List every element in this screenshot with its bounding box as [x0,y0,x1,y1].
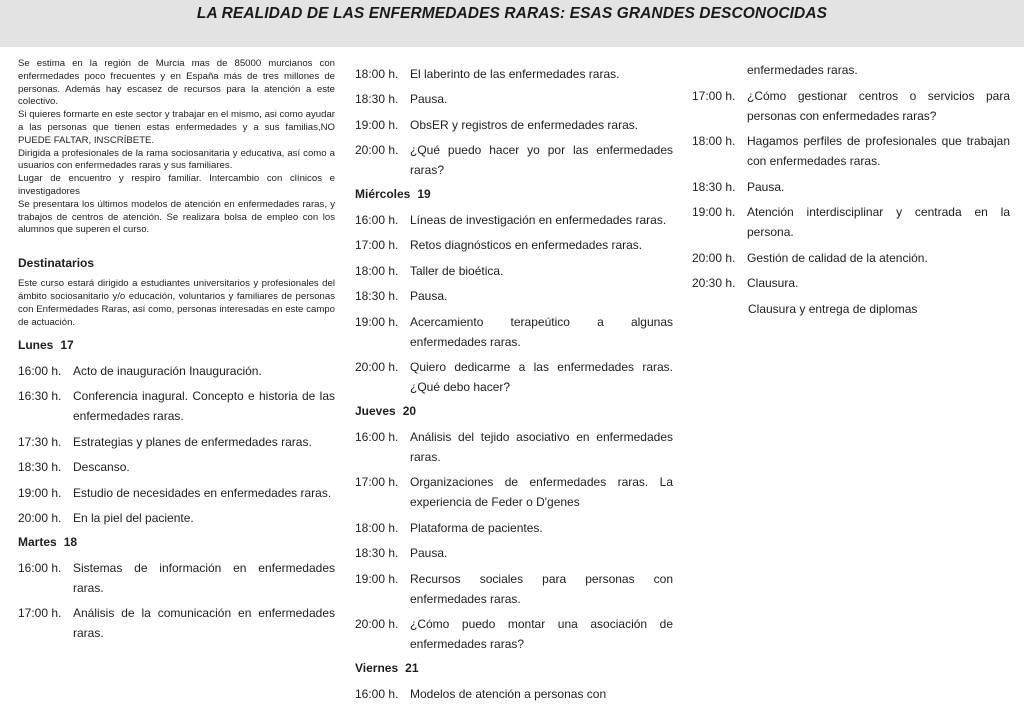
schedule-description: Estrategias y planes de enfermedades raras. [73,434,312,449]
schedule-item [692,177,1010,197]
intro-paragraph: Si quieres formarte en este sector y trabajar en el mismo, asi como ayudar a las personas que tienen estas enfermedades y a sus familias,NO PUEDE FALTAR, INSCRÍBETE. [18,109,335,146]
schedule-item [355,286,673,306]
schedule-time: 18:30 h. [355,289,399,303]
schedule-description: Retos diagnósticos en enfermedades raras. [410,238,643,252]
schedule-time: 18:30 h. [18,460,62,475]
day-name: Martes [18,535,57,550]
schedule-description: enfermedades raras. [747,63,858,77]
schedule-item [355,210,673,230]
schedule-time: 16:00 h. [355,212,399,227]
schedule-description: Hagamos perfiles de profesionales que trabajan con enfermedades raras. [747,134,1010,168]
schedule-item [18,603,335,643]
schedule-time: 20:00 h. [18,511,62,526]
schedule-description: Acercamiento terapeútico a algunas enfermedades raras. [410,314,673,349]
schedule-item [355,115,673,135]
schedule-description: Análisis del tejido asociativo en enfermedades raras. [410,429,673,464]
schedule-item [355,64,673,84]
schedule-time: 17:00 h. [355,475,399,489]
schedule-item [355,543,673,563]
schedule-time: 16:00 h. [18,560,62,575]
schedule-description: Atención interdisciplinar y centrada en la persona. [747,205,1010,239]
schedule-description: Modelos de atención a personas con [410,686,607,701]
schedule-column-3 [692,60,1010,319]
schedule-description: Análisis de la comunicación en enfermedades raras. [73,606,335,641]
destinatarios-text: Este curso estará dirigido a estudiantes universitarios y profesionales del ámbito sociosanitario y/o educación, voluntarios y familiares de personas con Enfermedades Raras, así como, personas interesadas en este campo de actuación. [18,278,335,329]
schedule-description: ¿Cómo gestionar centros o servicios para personas con enfermedades raras? [747,88,1010,123]
schedule-description: Pausa. [410,546,448,560]
day-name: Lunes [18,338,54,353]
schedule-time: 18:00 h. [692,134,736,148]
schedule-description: Acto de inauguración Inauguración. [73,363,262,378]
schedule-item [355,472,673,512]
schedule-description: ¿Qué puedo hacer yo por las enfermedades raras? [410,143,673,177]
schedule-description: ¿Cómo puedo montar una asociación de enfermedades raras? [410,617,673,651]
schedule-description: Descanso. [73,460,130,475]
schedule-item [355,569,673,609]
schedule-item [355,518,673,538]
schedule-time: 19:00 h. [18,485,62,500]
schedule-item [18,457,335,477]
schedule-item [355,261,673,281]
schedule-description: Recursos sociales para personas con enfermedades raras. [410,571,673,606]
schedule-item [18,386,335,426]
day-number: 17 [60,338,74,353]
schedule-description: Quiero dedicarme a las enfermedades raras. ¿Qué debo hacer? [410,360,673,394]
schedule-time: 16:30 h. [18,389,62,404]
intro-paragraph: Se estima en la región de Murcia mas de 85000 murcianos con enfermedades poco frecuentes y en España más de tres millones de personas. Además hay escasez de recursos para la atención a este colectivo. [18,58,335,108]
schedule-item [692,273,1010,293]
destinatarios-heading: Destinatarios [18,256,95,271]
closing-note: Clausura y entrega de diplomas [748,302,918,316]
day-number: 21 [405,661,419,675]
schedule-time: 18:00 h. [355,263,399,278]
schedule-description: En la piel del paciente. [73,511,194,526]
schedule-time: 20:30 h. [692,276,736,290]
schedule-time: 19:00 h. [355,314,399,329]
schedule-time: 17:00 h. [18,606,62,621]
schedule-description: Organizaciones de enfermedades raras. La experiencia de Feder o D'genes [410,475,673,509]
schedule-time: 18:30 h. [692,179,736,194]
schedule-time: 16:00 h. [355,429,399,444]
day-number: 20 [402,404,417,418]
schedule-description: Estudio de necesidades en enfermedades raras. [73,485,332,500]
schedule-column-2 [355,64,673,704]
day-name: Jueves [355,404,396,418]
schedule-description: Gestión de calidad de la atención. [747,250,928,265]
day-heading [18,532,335,552]
day-name: Miércoles [355,187,411,201]
schedule-description: Clausura. [747,276,799,290]
page-title: LA REALIDAD DE LAS ENFERMEDADES RARAS: ESAS GRANDES DESCONOCIDAS [196,5,828,22]
intro-text [18,58,335,237]
schedule-description: Conferencia inagural. Concepto e historia de las enfermedades raras. [73,389,335,424]
schedule-column-1 [18,335,335,643]
schedule-item [692,60,1010,80]
schedule-time: 17:00 h. [355,238,399,252]
schedule-item [355,235,673,255]
schedule-time: 19:00 h. [355,117,399,132]
schedule-time: 20:00 h. [355,360,399,374]
day-heading [18,335,335,355]
schedule-time: 18:00 h. [355,66,399,81]
schedule-time: 18:30 h. [355,92,399,106]
day-number: 18 [63,535,78,550]
schedule-item [355,357,673,397]
column-1 [18,58,335,643]
column-2 [355,58,673,704]
schedule-description: Pausa. [410,92,448,106]
schedule-time: 18:00 h. [355,520,399,535]
schedule-description: El laberinto de las enfermedades raras. [410,66,620,81]
schedule-item [18,558,335,598]
schedule-item [18,508,335,528]
column-3 [692,60,1010,319]
schedule-item [355,89,673,109]
schedule-item [692,248,1010,268]
schedule-time: 18:30 h. [355,546,399,560]
schedule-description: ObsER y registros de enfermedades raras. [410,117,639,132]
schedule-item [692,202,1010,242]
schedule-time: 19:00 h. [692,205,736,219]
schedule-time: 17:30 h. [18,434,62,449]
schedule-time [692,60,747,80]
day-heading [355,401,673,421]
schedule-time: 16:00 h. [18,363,62,378]
intro-paragraph: Lugar de encuentro y respiro familiar. Intercambio con clínicos e investigadores [18,173,335,197]
day-number: 19 [417,187,431,201]
schedule-time: 20:00 h. [355,143,399,157]
schedule-description: Pausa. [410,289,448,303]
schedule-time: 20:00 h. [692,250,736,265]
day-name: Viernes [355,661,399,675]
schedule-item [355,614,673,654]
schedule-time: 20:00 h. [355,617,399,631]
day-heading [355,184,673,204]
schedule-item [692,131,1010,171]
schedule-item [355,427,673,467]
schedule-description: Taller de bioética. [410,263,504,278]
schedule-time: 16:00 h. [355,686,399,701]
intro-paragraph: Se presentara los últimos modelos de atención en enfermedades raras, y trabajos de centros de atención. Se realizara bolsa de empleo con los alumnos que superen el curso. [18,198,335,236]
schedule-description: Plataforma de pacientes. [410,520,543,535]
schedule-description: Pausa. [747,179,785,194]
schedule-item [18,432,335,452]
schedule-time: 19:00 h. [355,571,399,586]
header-band [0,0,1024,47]
day-heading [355,658,673,678]
schedule-description: Líneas de investigación en enfermedades raras. [410,212,667,227]
schedule-item [18,483,335,503]
schedule-item [355,684,673,704]
schedule-time: 17:00 h. [692,88,736,103]
schedule-item [355,312,673,352]
schedule-item [692,86,1010,126]
schedule-description: Sistemas de información en enfermedades raras. [73,560,335,595]
intro-paragraph: Dirigida a profesionales de la rama sociosanitaria y educativa, así como a usuarios con enfermedades raras y sus familiares. [18,147,335,172]
schedule-item [355,140,673,180]
schedule-item [18,361,335,381]
